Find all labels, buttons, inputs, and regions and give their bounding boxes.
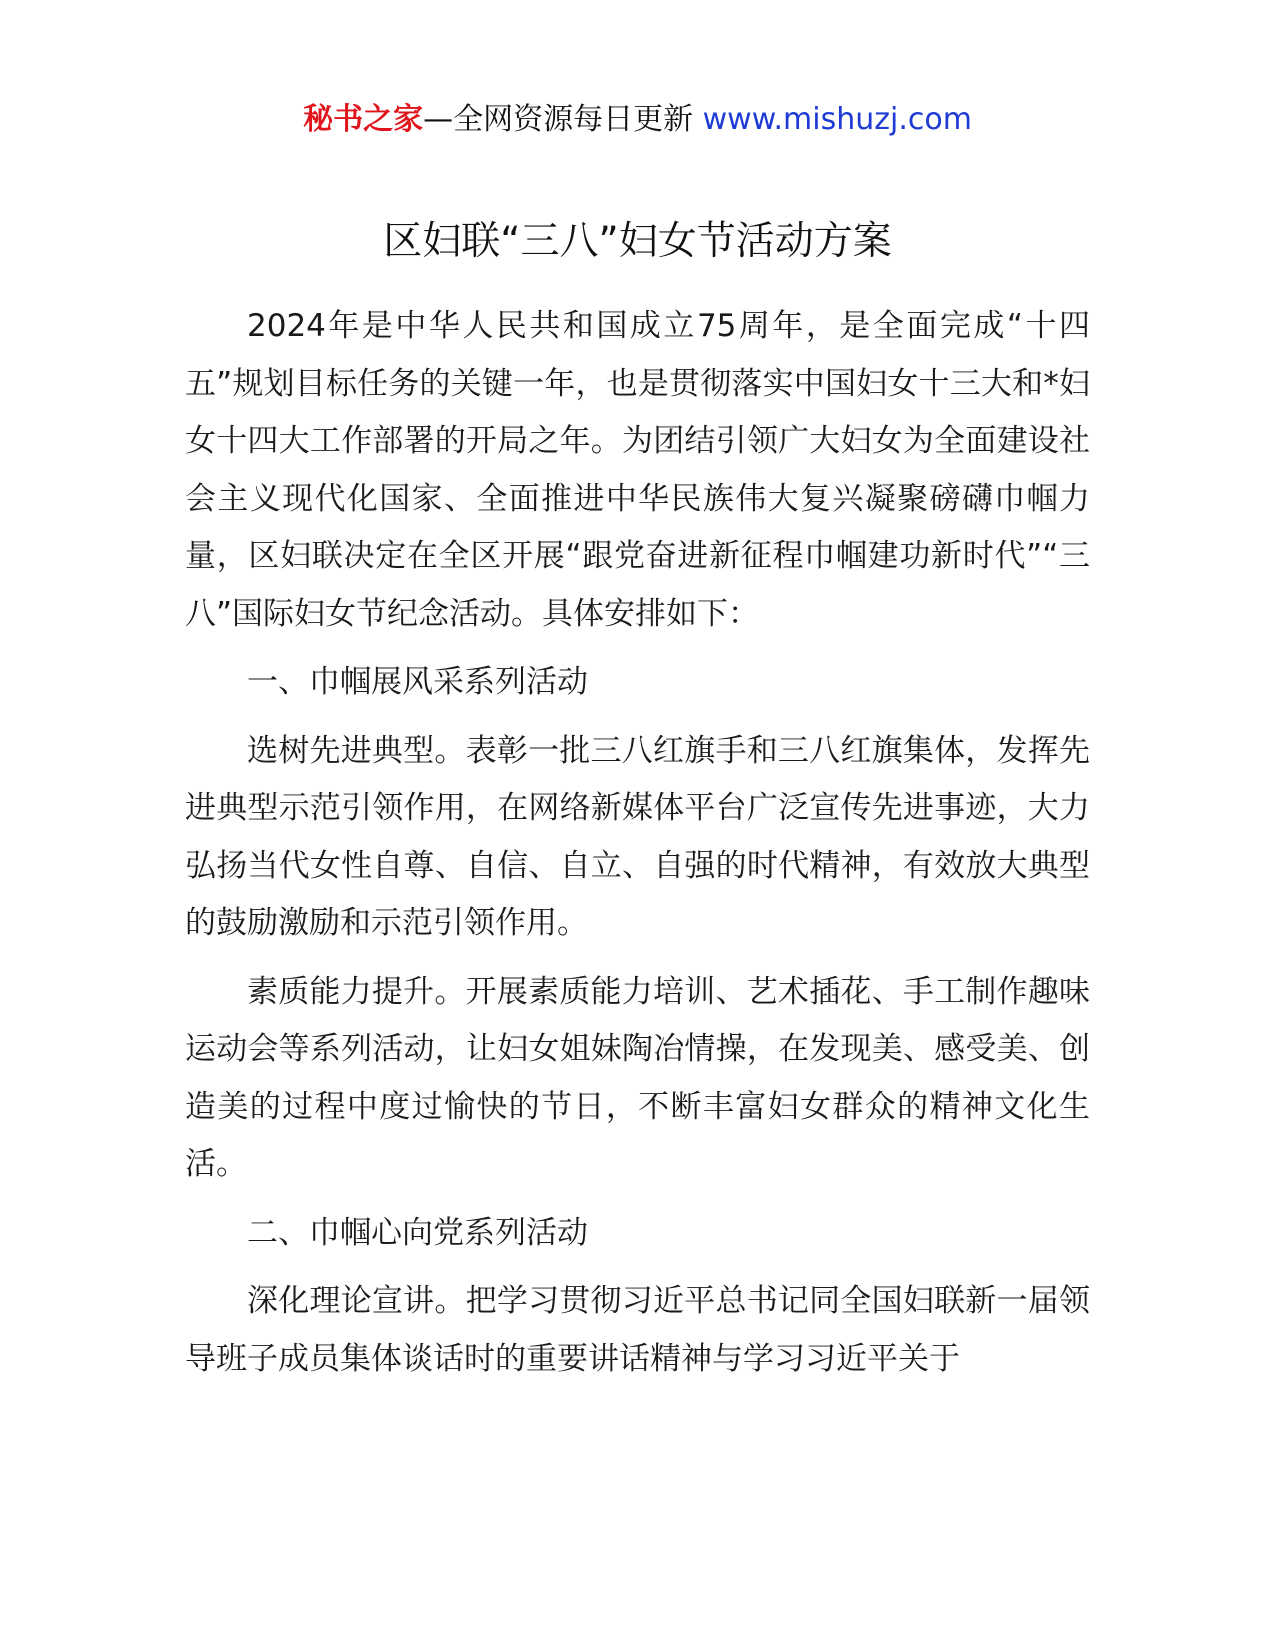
section-heading-2: 二、巾帼心向党系列活动 — [247, 1214, 588, 1251]
brand-name: 秘书之家 — [303, 102, 424, 137]
intro-paragraph: 2024年是中华人民共和国成立75周年，是全面完成“十四五”规划目标任务的关键一年，也是贯彻落实中国妇女十三大和*妇女十四大工作部署的开局之年。为团结引领广大妇女为全面建设社会主义现代化国家、全面推进中华民族伟大复兴凝聚磅礴巾帼力量，区妇联决定在全区开展“跟党奋进新征程巾帼建功新时代”“三八”国际妇女节纪念活动。具体安排如下： — [185, 308, 1090, 632]
section1-paragraph-2: 素质能力提升。开展素质能力培训、艺术插花、手工制作趣味运动会等系列活动，让妇女姐妹陶冶情操，在发现美、感受美、创造美的过程中度过愉快的节日，不断丰富妇女群众的精神文化生活。 — [185, 973, 1090, 1182]
document-title: 区妇联“三八”妇女节活动方案 — [383, 219, 892, 264]
document-body — [185, 298, 1090, 1399]
section2-paragraph-1: 深化理论宣讲。把学习贯彻习近平总书记同全国妇联新一届领导班子成员集体谈话时的重要讲话精神与学习习近平关于 — [185, 1283, 1090, 1377]
header-tagline: —全网资源每日更新 — [423, 102, 703, 137]
section-heading-1: 一、巾帼展风采系列活动 — [247, 664, 588, 700]
site-header — [0, 98, 1275, 142]
section1-paragraph-1: 选树先进典型。表彰一批三八红旗手和三八红旗集体，发挥先进典型示范引领作用，在网络新媒体平台广泛宣传先进事迹，大力弘扬当代女性自尊、自信、自立、自强的时代精神，有效放大典型的鼓励激励和示范引领作用。 — [185, 732, 1090, 941]
site-url-link[interactable]: www.mishuzj.com — [702, 102, 972, 137]
